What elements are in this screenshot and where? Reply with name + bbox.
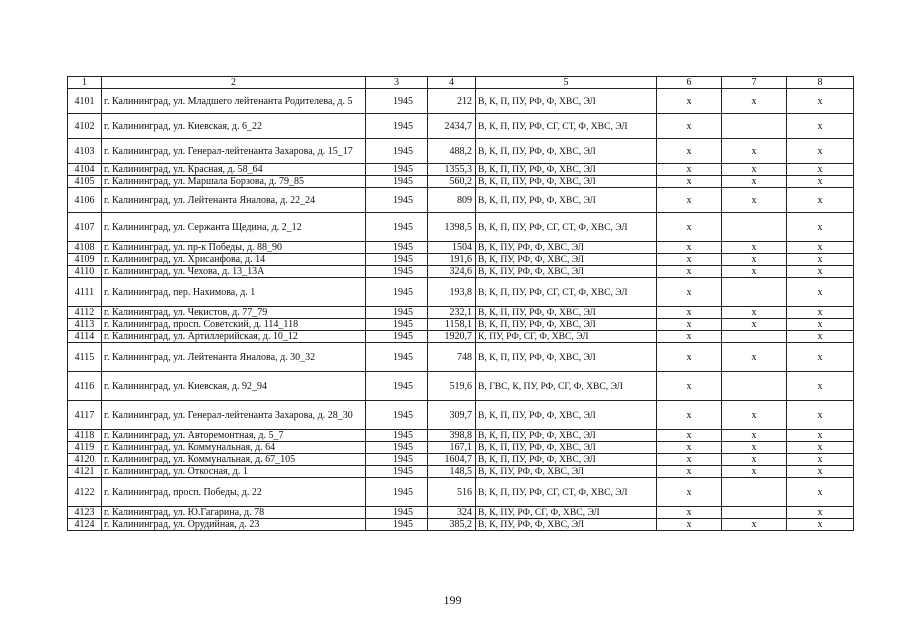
address-cell: г. Калининград, ул. Хрисанфова, д. 14 bbox=[102, 254, 366, 266]
header-col-2: 2 bbox=[102, 77, 366, 89]
mark-col-7-cell: х bbox=[722, 319, 787, 331]
year-cell: 1945 bbox=[366, 478, 428, 507]
mark-col-6-cell: х bbox=[657, 319, 722, 331]
address-cell: г. Калининград, ул. Лейтенанта Яналова, д. 22_24 bbox=[102, 188, 366, 213]
table-row bbox=[68, 331, 854, 343]
works-list-cell: К, ПУ, РФ, СГ, Ф, ХВС, ЭЛ bbox=[476, 331, 657, 343]
area-cell: 385,2 bbox=[428, 519, 476, 531]
mark-col-6-cell: х bbox=[657, 139, 722, 164]
mark-col-6-cell: х bbox=[657, 213, 722, 242]
address-cell: г. Калининград, ул. Артиллерийская, д. 10_12 bbox=[102, 331, 366, 343]
row-number-cell: 4110 bbox=[68, 266, 102, 278]
area-cell: 809 bbox=[428, 188, 476, 213]
table-row bbox=[68, 442, 854, 454]
mark-col-8-cell: х bbox=[787, 139, 854, 164]
mark-col-6-cell: х bbox=[657, 278, 722, 307]
area-cell: 212 bbox=[428, 89, 476, 114]
works-list-cell: В, К, ПУ, РФ, СГ, Ф, ХВС, ЭЛ bbox=[476, 507, 657, 519]
works-list-cell: В, К, П, ПУ, РФ, Ф, ХВС, ЭЛ bbox=[476, 89, 657, 114]
header-col-1: 1 bbox=[68, 77, 102, 89]
row-number-cell: 4114 bbox=[68, 331, 102, 343]
row-number-cell: 4117 bbox=[68, 401, 102, 430]
row-number-cell: 4108 bbox=[68, 242, 102, 254]
area-cell: 167,1 bbox=[428, 442, 476, 454]
year-cell: 1945 bbox=[366, 466, 428, 478]
year-cell: 1945 bbox=[366, 254, 428, 266]
address-cell: г. Калининград, ул. Чехова, д. 13_13А bbox=[102, 266, 366, 278]
year-cell: 1945 bbox=[366, 242, 428, 254]
mark-col-8-cell: х bbox=[787, 331, 854, 343]
table-row bbox=[68, 89, 854, 114]
works-list-cell: В, К, ПУ, РФ, Ф, ХВС, ЭЛ bbox=[476, 254, 657, 266]
header-col-6: 6 bbox=[657, 77, 722, 89]
area-cell: 1355,3 bbox=[428, 164, 476, 176]
works-list-cell: В, К, П, ПУ, РФ, СГ, СТ, Ф, ХВС, ЭЛ bbox=[476, 114, 657, 139]
housing-repair-table bbox=[67, 76, 854, 531]
mark-col-8-cell: х bbox=[787, 307, 854, 319]
area-cell: 519,6 bbox=[428, 372, 476, 401]
mark-col-8-cell: х bbox=[787, 401, 854, 430]
row-number-cell: 4115 bbox=[68, 343, 102, 372]
year-cell: 1945 bbox=[366, 266, 428, 278]
area-cell: 148,5 bbox=[428, 466, 476, 478]
mark-col-7-cell: х bbox=[722, 266, 787, 278]
area-cell: 309,7 bbox=[428, 401, 476, 430]
mark-col-6-cell: х bbox=[657, 343, 722, 372]
table-body bbox=[68, 89, 854, 531]
address-cell: г. Калининград, ул. Генерал-лейтенанта Захарова, д. 28_30 bbox=[102, 401, 366, 430]
year-cell: 1945 bbox=[366, 278, 428, 307]
mark-col-8-cell: х bbox=[787, 176, 854, 188]
row-number-cell: 4103 bbox=[68, 139, 102, 164]
row-number-cell: 4113 bbox=[68, 319, 102, 331]
row-number-cell: 4116 bbox=[68, 372, 102, 401]
table-row bbox=[68, 466, 854, 478]
works-list-cell: В, ГВС, К, ПУ, РФ, СГ, Ф, ХВС, ЭЛ bbox=[476, 372, 657, 401]
mark-col-8-cell: х bbox=[787, 319, 854, 331]
area-cell: 1604,7 bbox=[428, 454, 476, 466]
works-list-cell: В, К, П, ПУ, РФ, Ф, ХВС, ЭЛ bbox=[476, 430, 657, 442]
works-list-cell: В, К, П, ПУ, РФ, Ф, ХВС, ЭЛ bbox=[476, 307, 657, 319]
mark-col-8-cell: х bbox=[787, 519, 854, 531]
year-cell: 1945 bbox=[366, 343, 428, 372]
area-cell: 232,1 bbox=[428, 307, 476, 319]
mark-col-8-cell: х bbox=[787, 188, 854, 213]
mark-col-6-cell: х bbox=[657, 266, 722, 278]
row-number-cell: 4118 bbox=[68, 430, 102, 442]
address-cell: г. Калининград, ул. Сержанта Щедина, д. 2_12 bbox=[102, 213, 366, 242]
header-col-8: 8 bbox=[787, 77, 854, 89]
mark-col-6-cell: х bbox=[657, 188, 722, 213]
table-row bbox=[68, 176, 854, 188]
address-cell: г. Калининград, ул. Младшего лейтенанта Родителева, д. 5 bbox=[102, 89, 366, 114]
row-number-cell: 4119 bbox=[68, 442, 102, 454]
year-cell: 1945 bbox=[366, 372, 428, 401]
row-number-cell: 4105 bbox=[68, 176, 102, 188]
mark-col-6-cell: х bbox=[657, 442, 722, 454]
mark-col-6-cell: х bbox=[657, 401, 722, 430]
mark-col-8-cell: х bbox=[787, 114, 854, 139]
row-number-cell: 4122 bbox=[68, 478, 102, 507]
mark-col-8-cell: х bbox=[787, 278, 854, 307]
mark-col-8-cell: х bbox=[787, 372, 854, 401]
table-row bbox=[68, 372, 854, 401]
works-list-cell: В, К, ПУ, РФ, Ф, ХВС, ЭЛ bbox=[476, 266, 657, 278]
area-cell: 1920,7 bbox=[428, 331, 476, 343]
row-number-cell: 4106 bbox=[68, 188, 102, 213]
mark-col-7-cell: х bbox=[722, 442, 787, 454]
address-cell: г. Калининград, ул. пр-к Победы, д. 88_90 bbox=[102, 242, 366, 254]
table-row bbox=[68, 242, 854, 254]
mark-col-8-cell: х bbox=[787, 466, 854, 478]
year-cell: 1945 bbox=[366, 176, 428, 188]
mark-col-7-cell: х bbox=[722, 254, 787, 266]
works-list-cell: В, К, П, ПУ, РФ, Ф, ХВС, ЭЛ bbox=[476, 176, 657, 188]
row-number-cell: 4107 bbox=[68, 213, 102, 242]
mark-col-7-cell: х bbox=[722, 466, 787, 478]
area-cell: 324,6 bbox=[428, 266, 476, 278]
table-row bbox=[68, 319, 854, 331]
header-col-4: 4 bbox=[428, 77, 476, 89]
table-row bbox=[68, 478, 854, 507]
mark-col-8-cell: х bbox=[787, 442, 854, 454]
year-cell: 1945 bbox=[366, 319, 428, 331]
mark-col-8-cell: х bbox=[787, 164, 854, 176]
address-cell: г. Калининград, ул. Орудийная, д. 23 bbox=[102, 519, 366, 531]
table-row bbox=[68, 266, 854, 278]
mark-col-7-cell: х bbox=[722, 89, 787, 114]
mark-col-6-cell: х bbox=[657, 430, 722, 442]
works-list-cell: В, К, П, ПУ, РФ, Ф, ХВС, ЭЛ bbox=[476, 164, 657, 176]
row-number-cell: 4109 bbox=[68, 254, 102, 266]
works-list-cell: В, К, ПУ, РФ, Ф, ХВС, ЭЛ bbox=[476, 519, 657, 531]
table-row bbox=[68, 430, 854, 442]
address-cell: г. Калининград, ул. Маршала Борзова, д. 79_85 bbox=[102, 176, 366, 188]
address-cell: г. Калининград, ул. Чекистов, д. 77_79 bbox=[102, 307, 366, 319]
year-cell: 1945 bbox=[366, 164, 428, 176]
year-cell: 1945 bbox=[366, 89, 428, 114]
mark-col-8-cell: х bbox=[787, 242, 854, 254]
document-table-container bbox=[67, 76, 853, 531]
row-number-cell: 4120 bbox=[68, 454, 102, 466]
mark-col-7-cell bbox=[722, 213, 787, 242]
table-row bbox=[68, 307, 854, 319]
mark-col-6-cell: х bbox=[657, 331, 722, 343]
mark-col-8-cell: х bbox=[787, 507, 854, 519]
mark-col-7-cell bbox=[722, 114, 787, 139]
address-cell: г. Калининград, ул. Коммунальная, д. 67_105 bbox=[102, 454, 366, 466]
row-number-cell: 4104 bbox=[68, 164, 102, 176]
table-row bbox=[68, 519, 854, 531]
mark-col-6-cell: х bbox=[657, 478, 722, 507]
header-col-3: 3 bbox=[366, 77, 428, 89]
table-row bbox=[68, 213, 854, 242]
mark-col-7-cell: х bbox=[722, 188, 787, 213]
area-cell: 193,8 bbox=[428, 278, 476, 307]
table-row bbox=[68, 164, 854, 176]
row-number-cell: 4112 bbox=[68, 307, 102, 319]
year-cell: 1945 bbox=[366, 430, 428, 442]
mark-col-6-cell: х bbox=[657, 254, 722, 266]
row-number-cell: 4101 bbox=[68, 89, 102, 114]
mark-col-7-cell: х bbox=[722, 307, 787, 319]
header-col-5: 5 bbox=[476, 77, 657, 89]
mark-col-6-cell: х bbox=[657, 507, 722, 519]
works-list-cell: В, К, ПУ, РФ, Ф, ХВС, ЭЛ bbox=[476, 242, 657, 254]
header-col-7: 7 bbox=[722, 77, 787, 89]
address-cell: г. Калининград, ул. Генерал-лейтенанта Захарова, д. 15_17 bbox=[102, 139, 366, 164]
mark-col-6-cell: х bbox=[657, 89, 722, 114]
works-list-cell: В, К, П, ПУ, РФ, Ф, ХВС, ЭЛ bbox=[476, 343, 657, 372]
address-cell: г. Калининград, просп. Советский, д. 114_118 bbox=[102, 319, 366, 331]
mark-col-6-cell: х bbox=[657, 372, 722, 401]
area-cell: 2434,7 bbox=[428, 114, 476, 139]
works-list-cell: В, К, П, ПУ, РФ, Ф, ХВС, ЭЛ bbox=[476, 442, 657, 454]
mark-col-7-cell: х bbox=[722, 430, 787, 442]
mark-col-6-cell: х bbox=[657, 454, 722, 466]
area-cell: 398,8 bbox=[428, 430, 476, 442]
mark-col-6-cell: х bbox=[657, 114, 722, 139]
year-cell: 1945 bbox=[366, 307, 428, 319]
year-cell: 1945 bbox=[366, 519, 428, 531]
table-row bbox=[68, 278, 854, 307]
page-number: 199 bbox=[443, 593, 462, 607]
address-cell: г. Калининград, ул. Киевская, д. 92_94 bbox=[102, 372, 366, 401]
mark-col-8-cell: х bbox=[787, 430, 854, 442]
area-cell: 191,6 bbox=[428, 254, 476, 266]
works-list-cell: В, К, П, ПУ, РФ, Ф, ХВС, ЭЛ bbox=[476, 139, 657, 164]
address-cell: г. Калининград, ул. Киевская, д. 6_22 bbox=[102, 114, 366, 139]
address-cell: г. Калининград, просп. Победы, д. 22 bbox=[102, 478, 366, 507]
address-cell: г. Калининград, ул. Красная, д. 58_64 bbox=[102, 164, 366, 176]
row-number-cell: 4121 bbox=[68, 466, 102, 478]
mark-col-7-cell: х bbox=[722, 401, 787, 430]
mark-col-7-cell bbox=[722, 331, 787, 343]
year-cell: 1945 bbox=[366, 213, 428, 242]
area-cell: 1398,5 bbox=[428, 213, 476, 242]
year-cell: 1945 bbox=[366, 188, 428, 213]
table-row bbox=[68, 401, 854, 430]
works-list-cell: В, К, П, ПУ, РФ, СГ, СТ, Ф, ХВС, ЭЛ bbox=[476, 278, 657, 307]
mark-col-8-cell: х bbox=[787, 454, 854, 466]
mark-col-8-cell: х bbox=[787, 343, 854, 372]
table-row bbox=[68, 114, 854, 139]
table-row bbox=[68, 507, 854, 519]
mark-col-7-cell bbox=[722, 507, 787, 519]
row-number-cell: 4102 bbox=[68, 114, 102, 139]
area-cell: 1158,1 bbox=[428, 319, 476, 331]
mark-col-6-cell: х bbox=[657, 519, 722, 531]
table-header-row bbox=[68, 77, 854, 89]
mark-col-7-cell: х bbox=[722, 242, 787, 254]
table-row bbox=[68, 254, 854, 266]
mark-col-7-cell: х bbox=[722, 176, 787, 188]
mark-col-6-cell: х bbox=[657, 176, 722, 188]
mark-col-7-cell bbox=[722, 372, 787, 401]
year-cell: 1945 bbox=[366, 454, 428, 466]
row-number-cell: 4124 bbox=[68, 519, 102, 531]
address-cell: г. Калининград, ул. Коммунальная, д. 64 bbox=[102, 442, 366, 454]
works-list-cell: В, К, П, ПУ, РФ, Ф, ХВС, ЭЛ bbox=[476, 319, 657, 331]
year-cell: 1945 bbox=[366, 139, 428, 164]
works-list-cell: В, К, П, ПУ, РФ, СГ, СТ, Ф, ХВС, ЭЛ bbox=[476, 213, 657, 242]
area-cell: 1504 bbox=[428, 242, 476, 254]
year-cell: 1945 bbox=[366, 507, 428, 519]
row-number-cell: 4111 bbox=[68, 278, 102, 307]
table-row bbox=[68, 188, 854, 213]
mark-col-6-cell: х bbox=[657, 164, 722, 176]
works-list-cell: В, К, П, ПУ, РФ, Ф, ХВС, ЭЛ bbox=[476, 401, 657, 430]
works-list-cell: В, К, П, ПУ, РФ, Ф, ХВС, ЭЛ bbox=[476, 454, 657, 466]
address-cell: г. Калининград, ул. Лейтенанта Яналова, д. 30_32 bbox=[102, 343, 366, 372]
mark-col-7-cell: х bbox=[722, 164, 787, 176]
table-row bbox=[68, 454, 854, 466]
address-cell: г. Калининград, ул. Ю.Гагарина, д. 78 bbox=[102, 507, 366, 519]
mark-col-8-cell: х bbox=[787, 266, 854, 278]
area-cell: 516 bbox=[428, 478, 476, 507]
row-number-cell: 4123 bbox=[68, 507, 102, 519]
area-cell: 560,2 bbox=[428, 176, 476, 188]
table-row bbox=[68, 343, 854, 372]
address-cell: г. Калининград, пер. Нахимова, д. 1 bbox=[102, 278, 366, 307]
mark-col-7-cell bbox=[722, 478, 787, 507]
works-list-cell: В, К, ПУ, РФ, Ф, ХВС, ЭЛ bbox=[476, 466, 657, 478]
year-cell: 1945 bbox=[366, 331, 428, 343]
mark-col-6-cell: х bbox=[657, 466, 722, 478]
mark-col-7-cell bbox=[722, 278, 787, 307]
area-cell: 488,2 bbox=[428, 139, 476, 164]
mark-col-8-cell: х bbox=[787, 213, 854, 242]
year-cell: 1945 bbox=[366, 401, 428, 430]
mark-col-7-cell: х bbox=[722, 519, 787, 531]
works-list-cell: В, К, П, ПУ, РФ, Ф, ХВС, ЭЛ bbox=[476, 188, 657, 213]
mark-col-6-cell: х bbox=[657, 242, 722, 254]
mark-col-7-cell: х bbox=[722, 454, 787, 466]
table-row bbox=[68, 139, 854, 164]
mark-col-7-cell: х bbox=[722, 139, 787, 164]
works-list-cell: В, К, П, ПУ, РФ, СГ, СТ, Ф, ХВС, ЭЛ bbox=[476, 478, 657, 507]
area-cell: 748 bbox=[428, 343, 476, 372]
year-cell: 1945 bbox=[366, 442, 428, 454]
address-cell: г. Калининград, ул. Авторемонтная, д. 5_7 bbox=[102, 430, 366, 442]
mark-col-7-cell: х bbox=[722, 343, 787, 372]
mark-col-6-cell: х bbox=[657, 307, 722, 319]
area-cell: 324 bbox=[428, 507, 476, 519]
mark-col-8-cell: х bbox=[787, 478, 854, 507]
year-cell: 1945 bbox=[366, 114, 428, 139]
address-cell: г. Калининград, ул. Откосная, д. 1 bbox=[102, 466, 366, 478]
mark-col-8-cell: х bbox=[787, 89, 854, 114]
mark-col-8-cell: х bbox=[787, 254, 854, 266]
